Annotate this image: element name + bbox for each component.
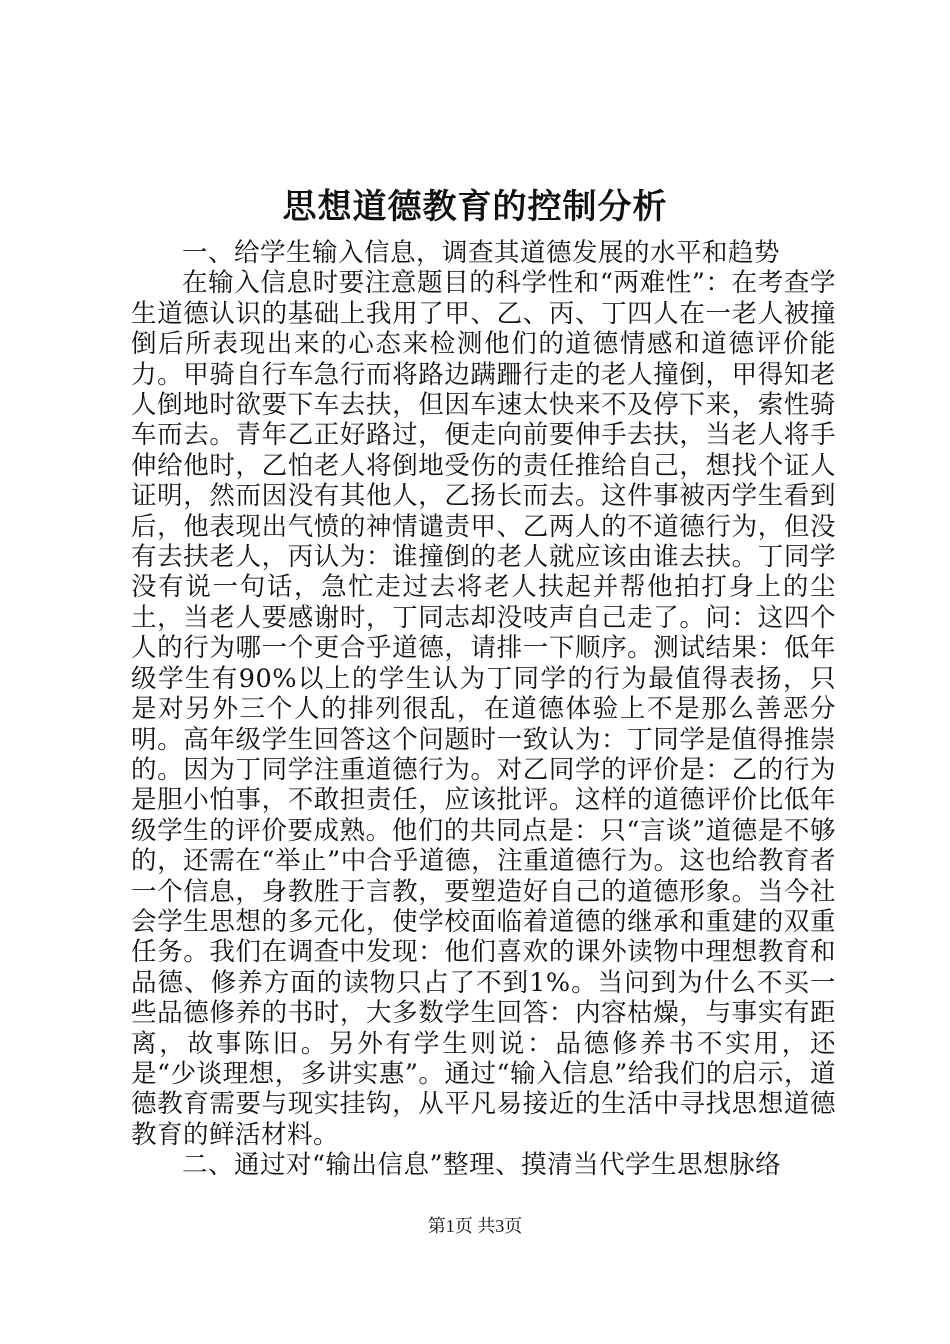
document-body bbox=[131, 238, 836, 1181]
section-heading-2: 二、通过对“输出信息”整理、摸清当代学生思想脉络 bbox=[182, 1150, 782, 1181]
page-number-footer: 第1页 共3页 bbox=[427, 1216, 523, 1236]
paragraph-1: 在输入信息时要注意题目的科学性和“两难性”：在考查学生道德认识的基础上我用了甲、乙、丙、丁四人在一老人被撞倒后所表现出来的心态来检测他们的道德情感和道德评价能力。甲骑自行车急行而将路边蹒跚行走的老人撞倒，甲得知老人倒地时欲要下车去扶，但因车速太快来不及停下来，索性骑车而去。青年乙正好路过，便走向前要伸手去扶，当老人将手伸给他时，乙怕老人将倒地受伤的责任推给自己，想找个证人证明，然而因没有其他人，乙扬长而去。这件事被丙学生看到后，他表现出气愤的神情谴责甲、乙两人的不道德行为，但没有去扶老人，丙认为：谁撞倒的老人就应该由谁去扶。丁同学没有说一句话，急忙走过去将老人扶起并帮他拍打身上的尘土，当老人要感谢时，丁同志却没吱声自己走了。问：这四个人的行为哪一个更合乎道德，请排一下顺序。测试结果：低年级学生有90%以上的学生认为丁同学的行为最值得表扬，只是对另外三个人的排列很乱，在道德体验上不是那么善恶分明。高年级学生回答这个问题时一致认为：丁同学是值得推崇的。因为丁同学注重道德行为。对乙同学的评价是：乙的行为是胆小怕事，不敢担责任，应该批评。这样的道德评价比低年级学生的评价要成熟。他们的共同点是：只“言谈”道德是不够的，还需在“举止”中合乎道德，注重道德行为。这也给教育者一个信息，身教胜于言教，要塑造好自己的道德形象。当今社会学生思想的多元化，使学校面临着道德的继承和重建的双重任务。我们在调查中发现：他们喜欢的课外读物中理想教育和品德、修养方面的读物只占了不到1%。当问到为什么不买一些品德修养的书时，大多数学生回答：内容枯燥，与事实有距离，故事陈旧。另外有学生则说：品德修养书不实用，还是“少谈理想，多讲实惠”。通过“输入信息”给我们的启示，道德教育需要与现实挂钩，从平凡易接近的生活中寻找思想道德教育的鲜活材料。 bbox=[131, 268, 836, 1150]
section-heading-1: 一、给学生输入信息，调查其道德发展的水平和趋势 bbox=[182, 238, 781, 268]
document-title: 思想道德教育的控制分析 bbox=[282, 187, 668, 227]
